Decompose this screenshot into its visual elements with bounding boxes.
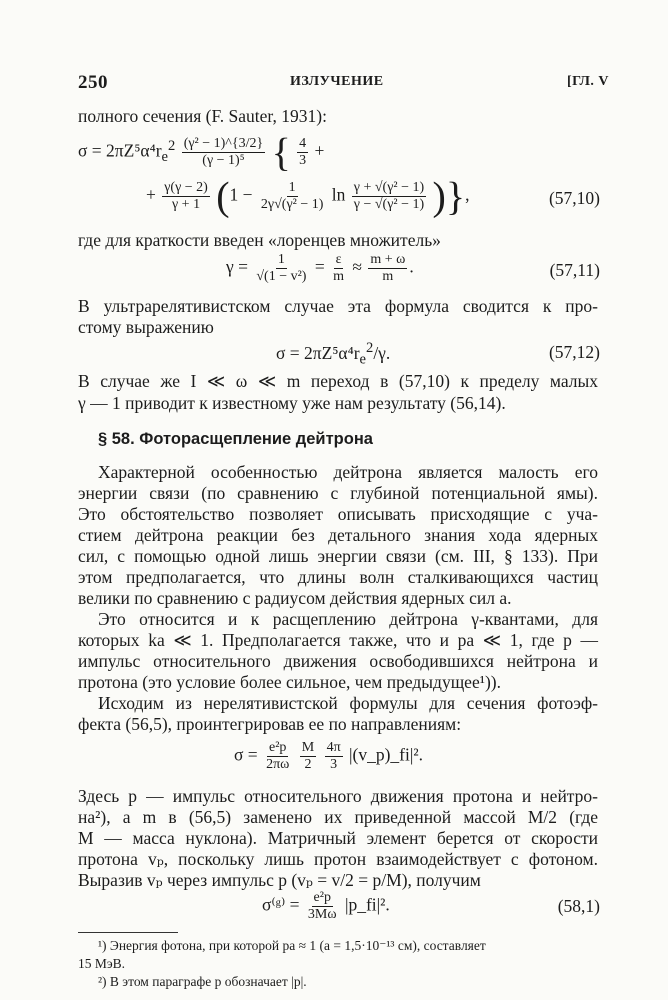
plus-sign: + [314,140,325,161]
fraction [306,890,339,923]
frac-num: γ(γ − 2) [162,180,210,197]
section-heading: § 58. Фоторасщепление дейтрона [98,430,373,448]
eq-lhs: σ = 2πZ⁵α⁴r [78,140,162,161]
fraction [162,180,210,213]
text-line: стому выражению [78,317,214,337]
text-line: этом предполагается, что длины волн сталкивающихся частиц [78,567,598,587]
text-line: велики по сравнению с радиусом действия ядерных сил a. [78,588,512,608]
lorentz-text: где для краткости введен «лоренцев множитель» [78,230,441,250]
text-line: Это относится и к расщеплению дейтрона γ-квантами, для [98,609,598,629]
text-line: фекта (56,5), проинтегрировав ее по направлениям: [78,714,462,734]
text-line: которых ka ≪ 1. Предполагается также, что и pa ≪ 1, где p — [78,630,598,650]
eq-sub: e [161,149,169,166]
frac-num: 4 [297,136,308,153]
frac-num: e²p [267,740,288,757]
equation-number: (57,12) [548,342,600,362]
text-line: γ — 1 приводит к известному уже нам результату (56,14). [78,393,506,413]
frac-den: 2 [304,757,312,773]
footnote-1-cont: 15 МэВ. [78,956,126,971]
text-line: Выразив vₚ через импульс p (vₚ = v/2 = p/M), получим [78,870,481,890]
text-line: энергии связи (по сравнению с глубиной потенциальной ямы). [78,483,598,503]
ln-label: ln [331,184,346,205]
footnote-1: ¹) Энергия фотона, при которой pa ≈ 1 (a = 1,5·10⁻¹³ см), составляет [98,938,486,953]
equation-57-11: γ = $\frac{1}{\text{√(1 − v²)}}$ = $\frac{\varepsilon}{m}$ ≈ $\frac{m + \omega}{m}$ . [226,252,414,285]
frac-den: γ + 1 [172,197,201,213]
sigma-eq: σ⁽ᵍ⁾ = [262,894,300,915]
plus-sign: + [146,184,156,205]
frac-den: 2πω [266,757,290,773]
text-line: протона (это условие более сильное, чем предыдущее¹)). [78,672,501,692]
frac-num: e²p [312,890,333,907]
equation-photo [234,740,423,773]
frac-den: √(1 − v²) [256,269,307,285]
fraction [297,136,308,169]
fraction [325,740,343,773]
eq-tail: |(v_p)_fi|². [349,744,423,765]
sigma-eq: σ = [234,744,258,765]
fraction [331,252,346,285]
page-number: 250 [78,72,108,93]
frac-num: m + ω [368,252,407,269]
frac-den: (γ − 1)⁵ [202,153,245,169]
running-title: ИЗЛУЧЕНИЕ [290,74,384,89]
text-line: Исходим из нерелятивистской формулы для сечения фотоэф- [98,693,598,713]
equation-number: (57,10) [548,188,600,208]
frac-den: 2γ√(γ² − 1) [260,197,324,213]
text-line: M — масса нуклона). Матричный элемент берется от скорости [78,828,598,848]
text-line: сил, с помощью одной лишь энергии связи (см. III, § 133). При [78,546,598,566]
frac-num: 4π [325,740,343,757]
frac-den: m [382,269,394,285]
text-line: Характерной особенностью дейтрона является малость его [98,462,598,482]
fraction [368,252,407,285]
text-line: стием дейтрона реакции без детального знания хода ядерных [78,525,598,545]
text-line: В ультрарелятивистском случае эта формула сводится к про- [78,296,598,316]
equation-number: (58,1) [557,896,600,916]
eq-body: σ = 2πZ⁵α⁴r [276,342,360,363]
footnote-2: ²) В этом параграфе p обозначает |p|. [98,974,307,989]
gamma-eq: γ = [226,256,248,277]
equation-57-12 [276,340,390,368]
fraction [300,740,316,773]
approx-sign: ≈ [352,256,362,277]
eq-sup: 2 [168,137,176,154]
footnote-rule [78,932,178,933]
frac-num: ε [334,252,344,269]
equation-57-10-line1: $\sigma = 2\pi Z^5\alpha^4r_e^2$ $\frac{\text{(γ² − 1)\textasciicircum{}\{3/2\}}}{\text{(γ − 1)⁵}}$ { $\frac{4}{3}$ + [78,129,325,175]
text-line: Это обстоятельство позволяет описывать присходящие с уча- [78,504,598,524]
frac-den: γ − √(γ² − 1) [353,197,425,213]
eq-sup: 2 [366,340,374,356]
frac-den: 3Mω [307,907,337,923]
frac-num: γ + √(γ² − 1) [352,180,426,197]
text-line: Здесь p — импульс относительного движения протона и нейтро- [78,786,598,806]
text-line: протона vₚ, поскольку лишь протон взаимодействует с фотоном. [78,849,598,869]
eq-sub: e [359,351,367,368]
frac-num: 1 [287,180,298,197]
equation-number: (57,11) [549,260,600,280]
frac-num: (γ² − 1)^{3/2} [182,136,266,153]
fraction [259,180,325,213]
equation-58-1 [262,890,390,923]
frac-den: m [333,269,344,285]
paren-expr: 1 − [229,184,253,205]
frac-den: 3 [330,757,338,773]
intro-text: полного сечения (F. Sauter, 1931): [78,106,327,126]
equals-sign: = [314,256,325,277]
frac-den: 3 [299,153,307,169]
text-line: на²), а m в (56,5) заменено их приведенной массой M/2 (где [78,807,598,827]
frac-num: 1 [276,252,287,269]
text-line: импульс относительного движения освободившихся нейтрона и [78,651,598,671]
frac-num: M [300,740,316,757]
text-line: В случае же I ≪ ω ≪ m переход в (57,10) к пределу малых [78,371,598,391]
equation-57-10-line2: + $\frac{\gamma(\gamma - 2)}{\gamma + 1}$ (1 − $\frac{1}{\text{2γ√(γ² − 1)}}$ ln $\frac{\text{γ + √(γ² − 1)}}{\text{γ − √(γ² − 1)}}$ )}, [146,173,470,219]
fraction [182,136,266,169]
chapter-label: [ГЛ. V [567,74,609,89]
fraction [254,252,308,285]
fraction [264,740,291,773]
fraction [352,180,426,213]
eq-tail: /γ. [373,342,391,363]
eq-tail: |p_fi|². [344,894,390,915]
